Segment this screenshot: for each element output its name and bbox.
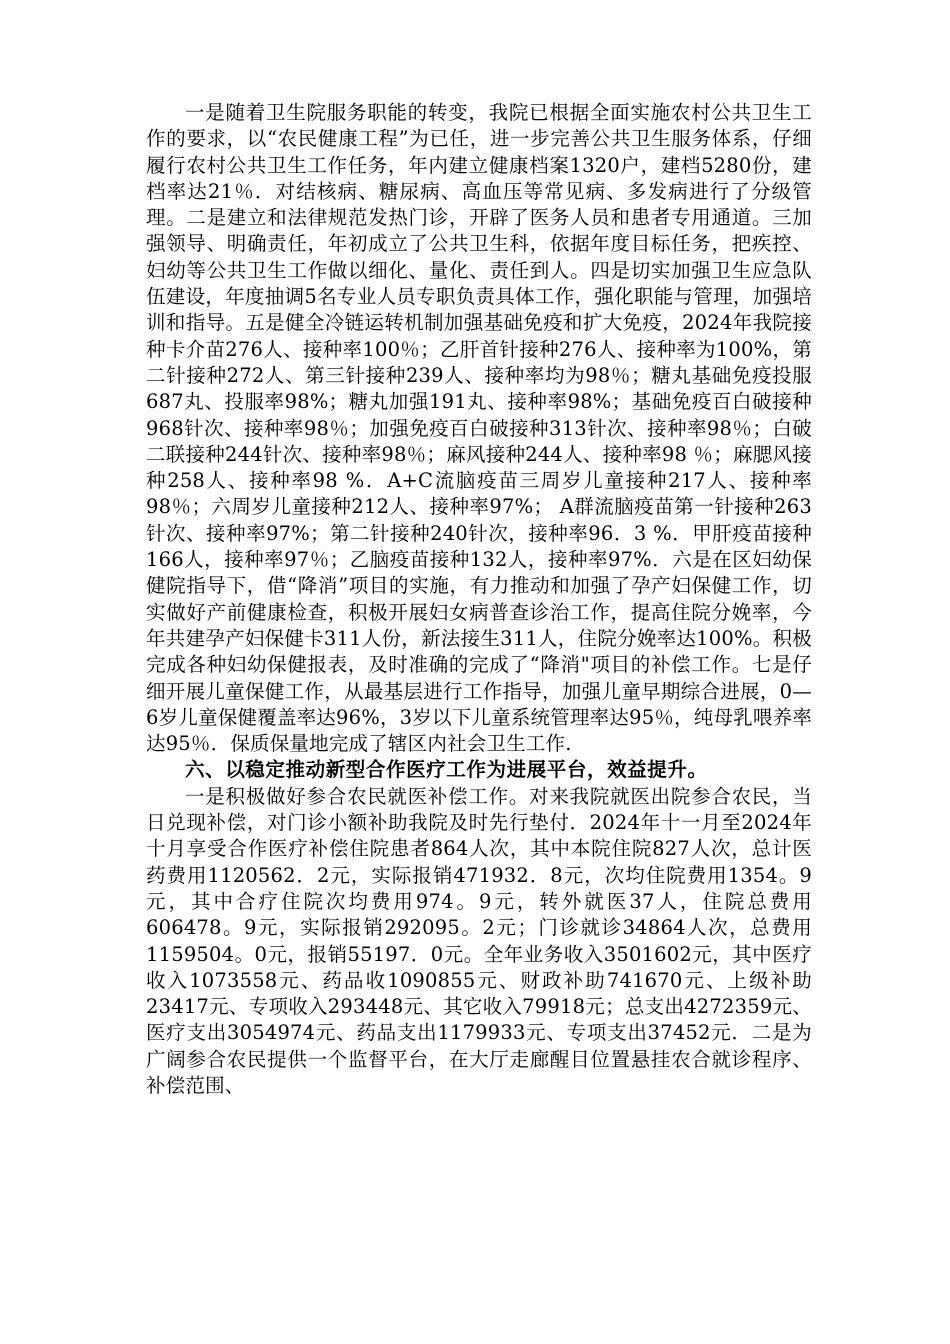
body-paragraph: 一是积极做好参合农民就医补偿工作。对来我院就医出院参合农民，当日兑现补偿，对门诊小额补助我院及时先行垫付．2024年十一月至2024年十月享受合作医疗补偿住院患者864人次，其中本院住院827人次，总计医药费用1120562．2元，实际报销471932．8元，次均住院费用1354。9元，其中合疗住院次均费用974。9元，转外就医37人，住院总费用606478。9元，实际报销292095。2元；门诊就诊34864人次，总费用1159504。0元，报销55197．0元。全年业务收入3501602元，其中医疗收入1073558元、药品收1090855元、财政补助741670元、上级补助23417元、专项收入293448元、其它收入79918元；总支出4272359元、医疗支出3054974元、药品支出1179933元、专项支出37452元．二是为广阔参合农民提供一个监督平台，在大厅走廊醒目位置悬挂农合就诊程序、补偿范围、 (146, 784, 812, 1097)
body-paragraph: 一是随着卫生院服务职能的转变，我院已根据全面实施农村公共卫生工作的要求，以“农民健康工程”为已任，进一步完善公共卫生服务体系，仔细履行农村公共卫生工作任务，年内建立健康档案1320户，建档5280份，建档率达21％．对结核病、糖尿病、高血压等常见病、多发病进行了分级管理。二是建立和法律规范发热门诊，开辟了医务人员和患者专用通道。三加强领导、明确责任，年初成立了公共卫生科，依据年度目标任务，把疾控、妇幼等公共卫生工作做以细化、量化、责任到人。四是切实加强卫生应急队伍建设，年度抽调5名专业人员专职负责具体工作，强化职能与管理，加强培训和指导。五是健全冷链运转机制加强基础免疫和扩大免疫，2024年我院接种卡介苗276人、接种率100％；乙肝首针接种276人、接种率为100%，第二针接种272人、第三针接种239人、接种率均为98％；糖丸基础免疫投服687丸、投服率98%；糖丸加强191丸、接种率98%；基础免疫百白破接种968针次、接种率98％；加强免疫百白破接种313针次、接种率98％；白破二联接种244针次、接种率98％；麻风接种244人、接种率98 ％；麻腮风接种258人、接种率98 %．A+C流脑疫苗三周岁儿童接种217人、接种率98％；六周岁儿童接种212人、接种率97%； A群流脑疫苗第一针接种263针次、接种率97%；第二针接种240针次，接种率96．3 %．甲肝疫苗接种166人，接种率97％；乙脑疫苗接种132人，接种率97%．六是在区妇幼保健院指导下，借“降消”项目的实施，有力推动和加强了孕产妇保健工作，切实做好产前健康检查，积极开展妇女病普查诊治工作，提高住院分娩率，今年共建孕产妇保健卡311人份，新法接生311人，住院分娩率达100%。积极完成各种妇幼保健报表，及时准确的完成了“降消"项目的补偿工作。七是仔细开展儿童保健工作，从最基层进行工作指导，加强儿童早期综合进展，0—6岁儿童保健覆盖率达96%，3岁以下儿童系统管理率达95％，纯母乳喂养率达95％．保质保量地完成了辖区内社会卫生工作. (146, 101, 812, 756)
section-heading: 六、以稳定推动新型合作医疗工作为进展平台，效益提升。 (185, 758, 708, 782)
document-page (146, 100, 812, 1099)
